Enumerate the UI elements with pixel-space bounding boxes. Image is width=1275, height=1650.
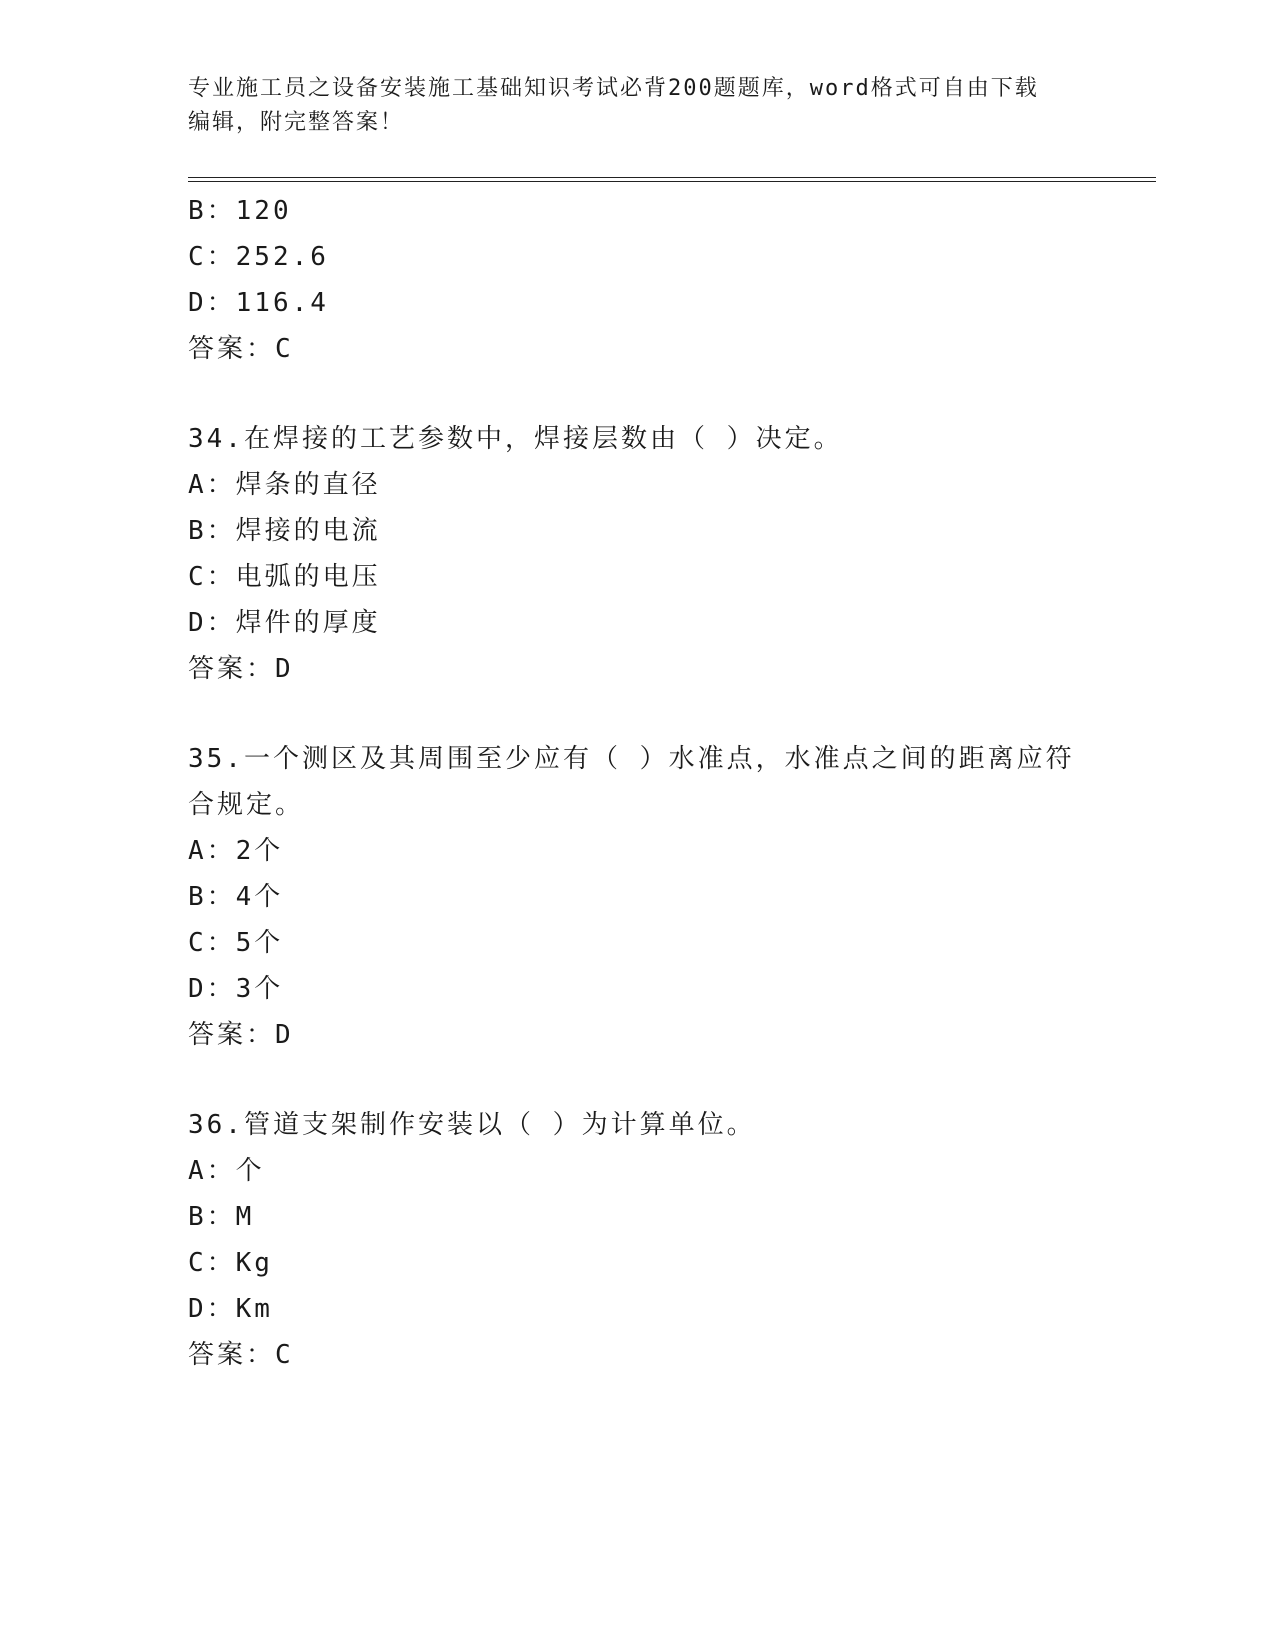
question-35 (188, 736, 1088, 1058)
option-a: A：个 (188, 1156, 265, 1186)
answer-line: 答案：D (188, 1020, 294, 1050)
option-d: D：3个 (188, 974, 284, 1004)
document-header (188, 72, 1068, 140)
option-d: D：焊件的厚度 (188, 608, 381, 638)
question-36 (188, 1102, 1088, 1378)
question-stem: 34.在焊接的工艺参数中，焊接层数由（ ）决定。 (188, 424, 843, 454)
option-c: C：252.6 (188, 242, 329, 272)
answer-line: 答案：C (188, 334, 294, 364)
option-c: C：5个 (188, 928, 284, 958)
option-d: D：Km (188, 1294, 273, 1324)
question-stem-line-2: 合规定。 (188, 790, 305, 820)
option-d: D：116.4 (188, 288, 329, 318)
answer-line: 答案：C (188, 1340, 294, 1370)
option-c: C：Kg (188, 1248, 273, 1278)
question-stem-line-1: 35.一个测区及其周围至少应有（ ）水准点，水准点之间的距离应符 (188, 744, 1075, 774)
header-double-rule (188, 177, 1156, 182)
option-b: B：焊接的电流 (188, 516, 381, 546)
option-a: A：2个 (188, 836, 284, 866)
option-b: B：120 (188, 196, 292, 226)
question-list (188, 188, 1088, 1378)
option-b: B：4个 (188, 882, 284, 912)
question-stem: 36.管道支架制作安装以（ ）为计算单位。 (188, 1110, 756, 1140)
option-b: B：M (188, 1202, 255, 1232)
header-title-line-2: 编辑，附完整答案！ (188, 110, 405, 135)
option-c: C：电弧的电压 (188, 562, 381, 592)
question-33-continued (188, 188, 1088, 372)
question-34 (188, 416, 1088, 692)
option-a: A：焊条的直径 (188, 470, 381, 500)
answer-line: 答案：D (188, 654, 294, 684)
header-title-line-1: 专业施工员之设备安装施工基础知识考试必背200题题库，word格式可自由下载 (188, 76, 1039, 101)
